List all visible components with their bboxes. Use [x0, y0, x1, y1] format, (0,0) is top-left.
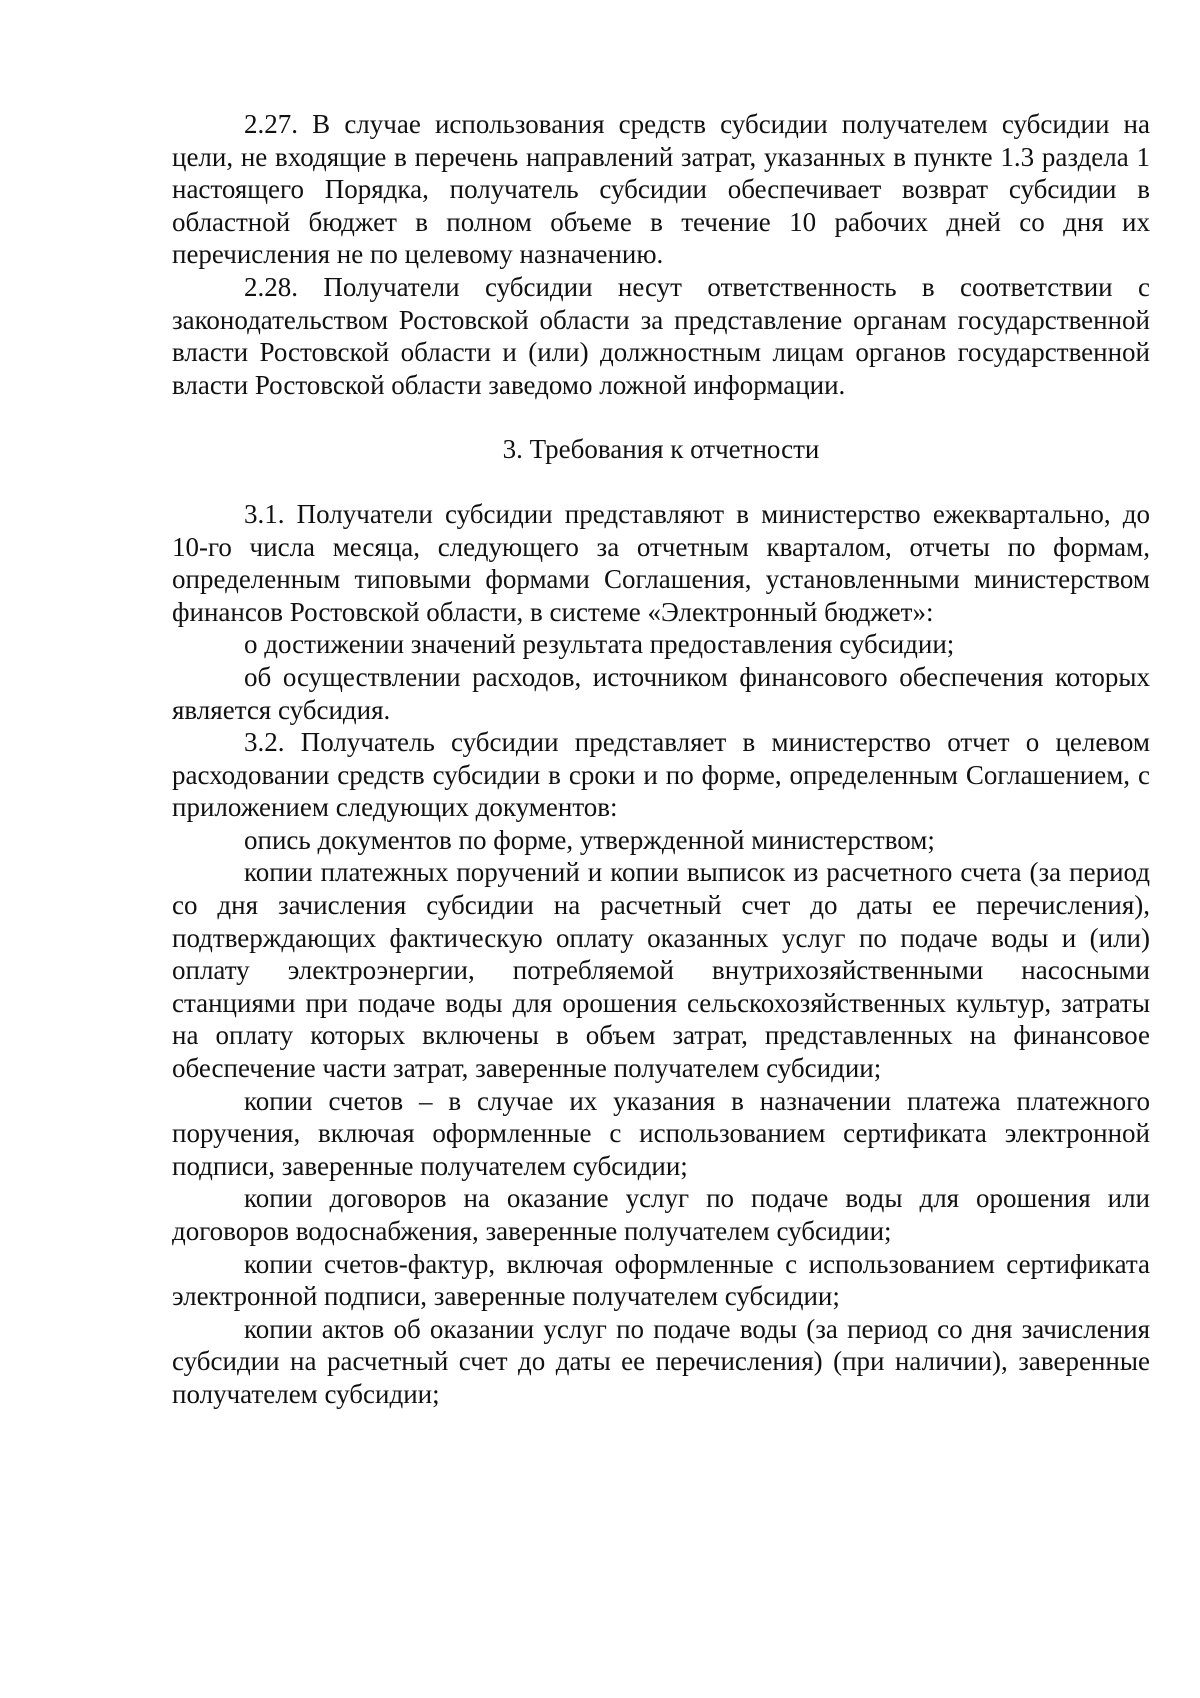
- list-item-inventory: опись документов по форме, утвержденной министерством;: [244, 824, 935, 855]
- paragraph-2-27: 2.27. В случае использования средств субсидии получателем субсидии на цели, не входящие в перечень направлений затрат, указанных в пункте 1.3 раздела 1 настоящего Порядка, получатель субсидии обеспечивает возврат субсидии в областной бюджет в полном объеме в течение 10 рабочих дней со дня их перечисления не по целевому назначению.: [172, 109, 1150, 270]
- document-page: [172, 108, 1150, 1411]
- list-item-tax-invoices: копии счетов-фактур, включая оформленные с использованием сертификата электронной подписи, заверенные получателем субсидии;: [172, 1248, 1150, 1312]
- paragraph-3-1: 3.1. Получатели субсидии представляют в министерство ежеквартально, до 10-го числа месяца, следующего за отчетным кварталом, отчеты по формам, определенным типовыми формами Соглашения, установленными министерством финансов Ростовской области, в системе «Электронный бюджет»:: [172, 498, 1150, 627]
- list-item-contracts: копии договоров на оказание услуг по подаче воды для орошения или договоров водоснабжения, заверенные получателем субсидии;: [172, 1183, 1150, 1246]
- list-item-service-acts: копии актов об оказании услуг по подаче воды (за период со дня зачисления субсидии на расчетный счет до даты ее перечисления) (при наличии), заверенные получателем субсидии;: [172, 1313, 1150, 1409]
- paragraph-2-28: 2.28. Получатели субсидии несут ответственность в соответствии с законодательством Ростовской области за представление органам государственной власти Ростовской области и (или) должностным лицам органов государственной власти Ростовской области заведомо ложной информации.: [172, 271, 1150, 400]
- paragraph-3-2: 3.2. Получатель субсидии представляет в министерство отчет о целевом расходовании средств субсидии в сроки и по форме, определенным Соглашением, с приложением следующих документов:: [172, 727, 1150, 823]
- list-item-expenses: об осуществлении расходов, источником финансового обеспечения которых является субсидия.: [172, 661, 1150, 725]
- list-item-invoices: копии счетов – в случае их указания в назначении платежа платежного поручения, включая оформленные с использованием сертификата электронной подписи, заверенные получателем субсидии;: [172, 1085, 1150, 1181]
- list-item-payment-orders: копии платежных поручений и копии выписок из расчетного счета (за период со дня зачисления субсидии на расчетный счет до даты ее перечисления), подтверждающих фактическую оплату оказанных услуг по подаче воды и (или) оплату электроэнергии, потребляемой внутрихозяйственными насосными станциями при подаче воды для орошения сельскохозяйственных культур, затраты на оплату которых включены в объем затрат, представленных на финансовое обеспечение части затрат, заверенные получателем субсидии;: [172, 857, 1150, 1084]
- list-item-results: о достижении значений результата предоставления субсидии;: [244, 629, 955, 660]
- section-heading: 3. Требования к отчетности: [502, 434, 820, 465]
